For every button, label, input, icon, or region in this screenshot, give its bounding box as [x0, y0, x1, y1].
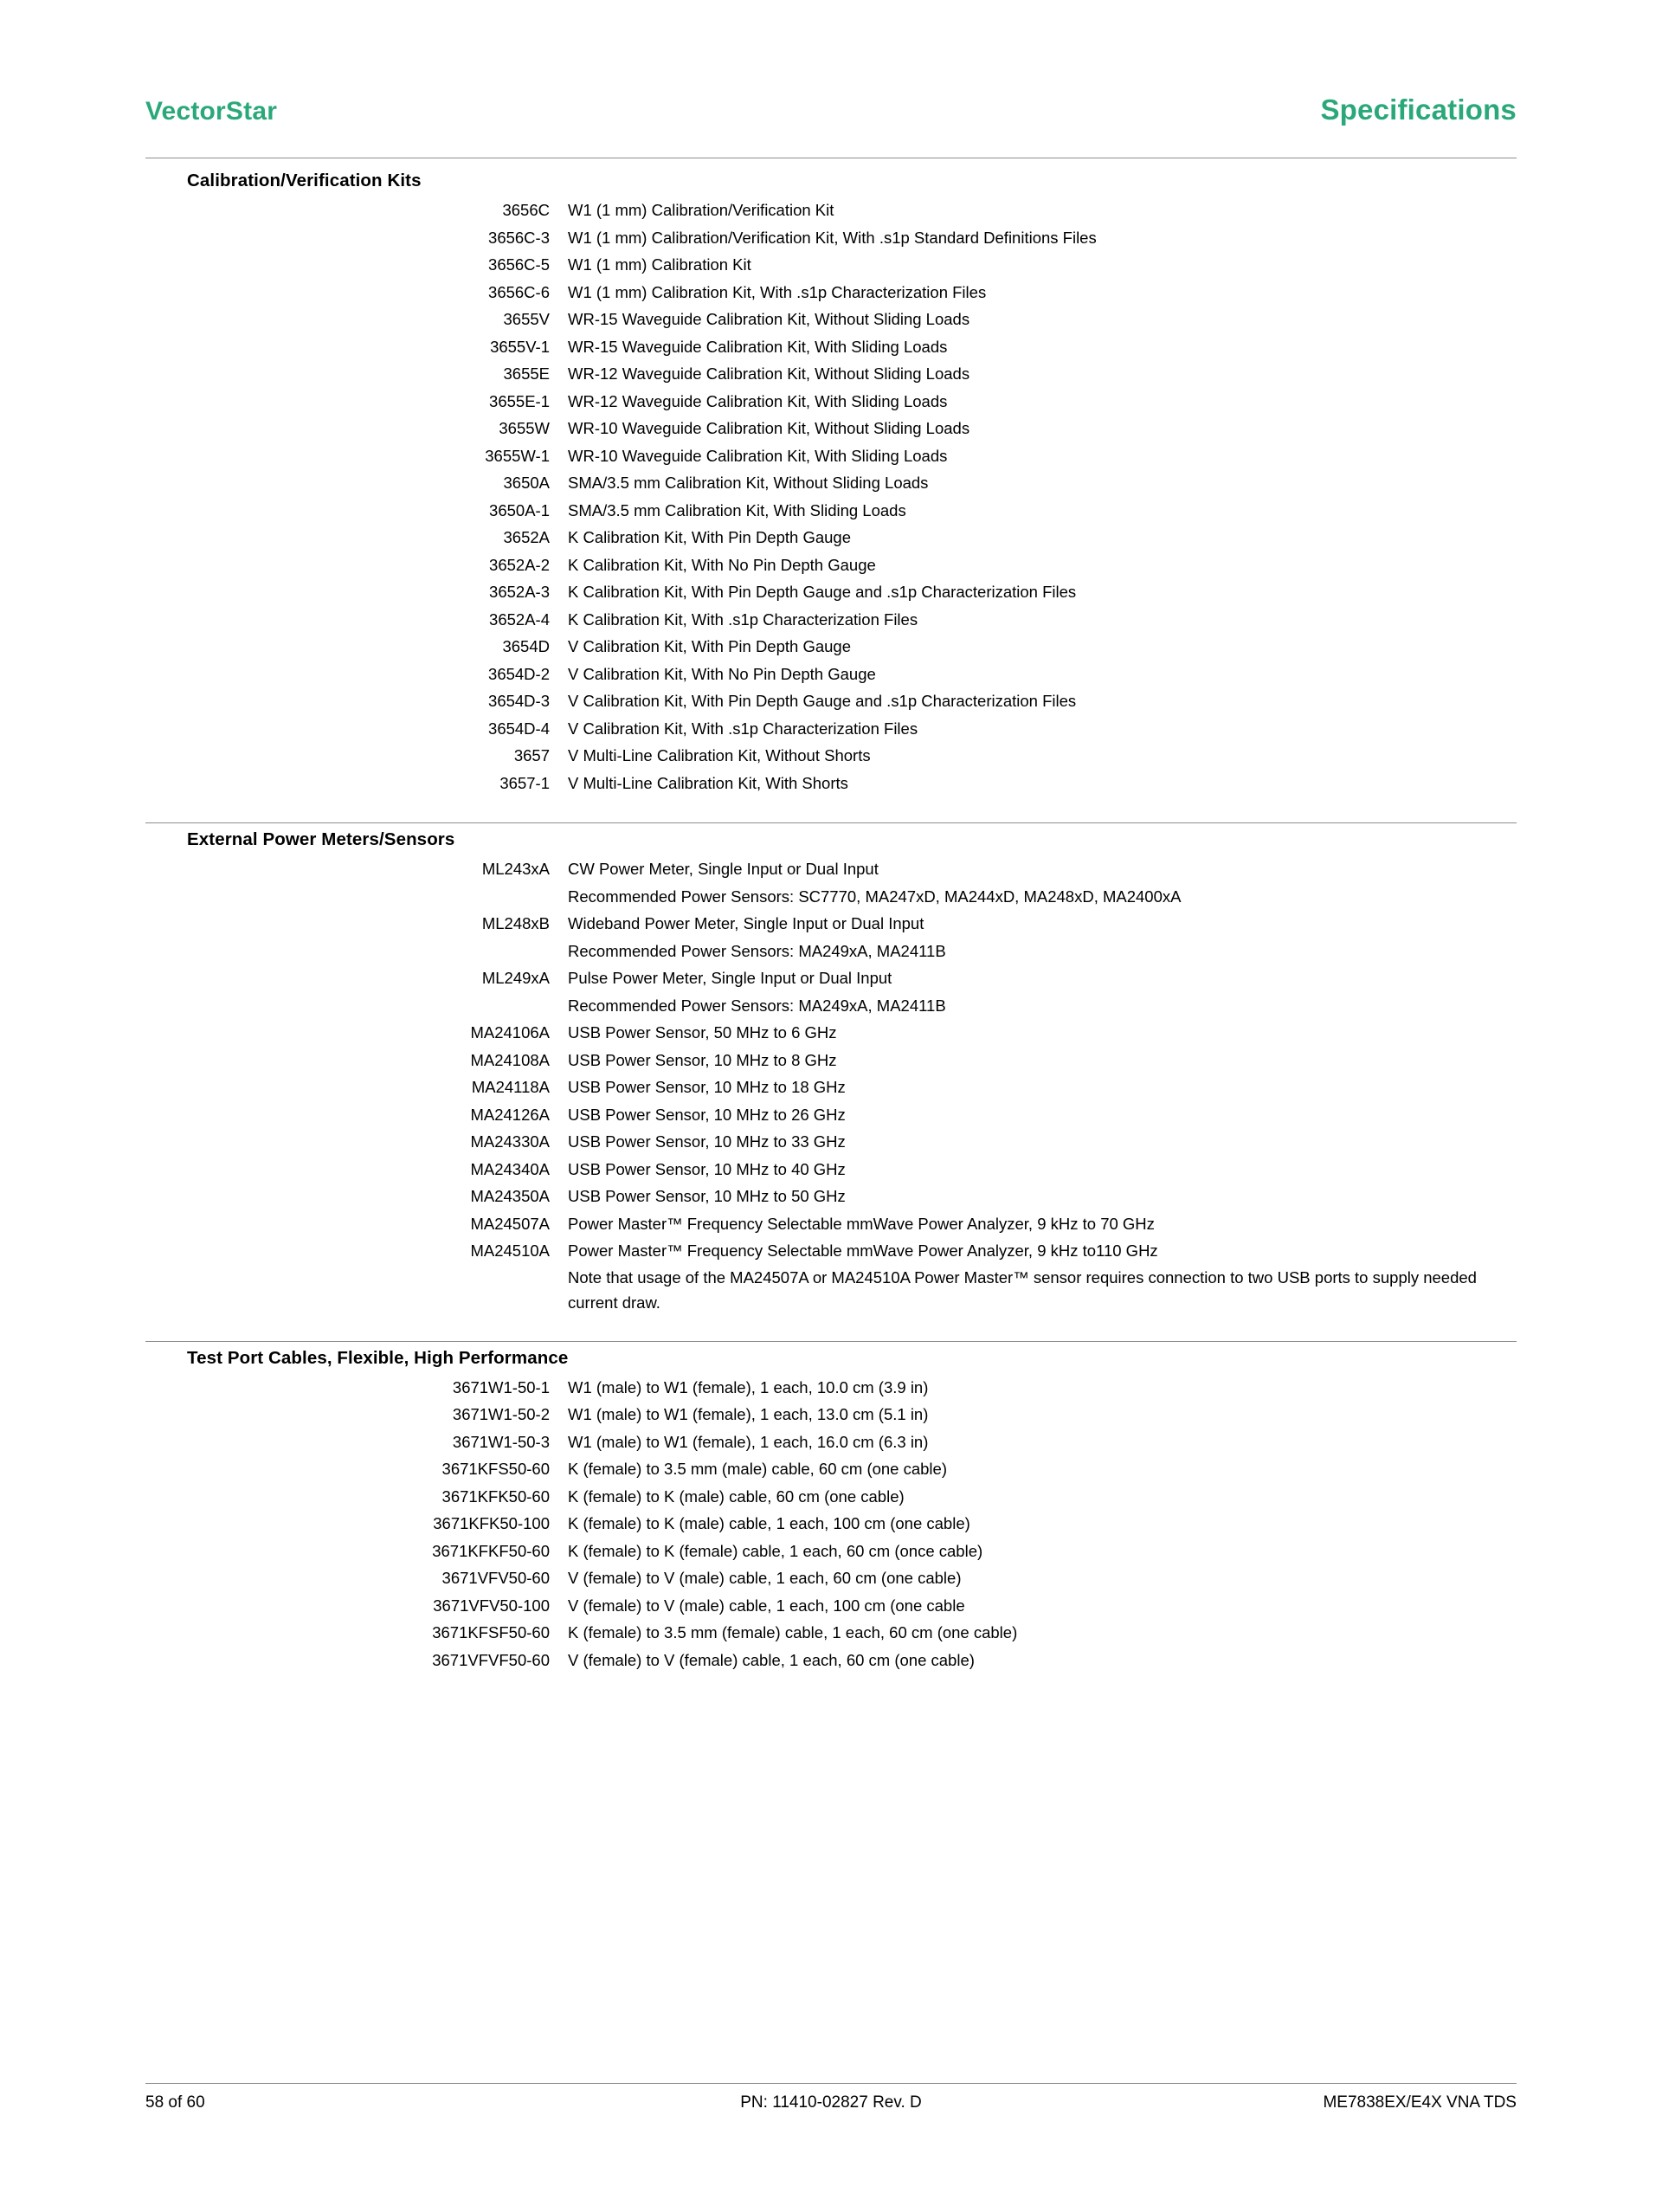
- spec-row: [145, 910, 1517, 938]
- model-number: 3671KFK50-100: [433, 1514, 550, 1532]
- model-number: 3655W: [499, 419, 550, 437]
- model-description: Power Master™ Frequency Selectable mmWave Power Analyzer, 9 kHz to 70 GHz: [568, 1214, 1155, 1233]
- model-number: 3655W-1: [485, 446, 550, 465]
- model-description: USB Power Sensor, 10 MHz to 50 GHz: [568, 1187, 846, 1205]
- model-number: 3671W1-50-2: [452, 1405, 550, 1423]
- spec-row: [145, 279, 1517, 306]
- model-description: K Calibration Kit, With No Pin Depth Gauge: [568, 555, 876, 574]
- model-number: MA24108A: [470, 1050, 550, 1069]
- spec-row: [145, 1128, 1517, 1156]
- model-number: 3650A-1: [489, 500, 550, 519]
- model-description: USB Power Sensor, 10 MHz to 18 GHz: [568, 1078, 846, 1096]
- spec-row: [145, 224, 1517, 252]
- model-description: W1 (1 mm) Calibration Kit: [568, 255, 751, 274]
- model-number: 3652A-2: [489, 555, 550, 574]
- spec-row: [145, 1374, 1517, 1402]
- model-number: 3671VFV50-60: [441, 1569, 550, 1587]
- model-number: 3654D-2: [488, 664, 550, 683]
- model-number: 3655E: [503, 364, 550, 383]
- model-number: 3657: [513, 746, 550, 764]
- model-description: Recommended Power Sensors: MA249xA, MA2411B: [568, 996, 946, 1015]
- spec-row: [145, 1210, 1517, 1238]
- model-description: WR-12 Waveguide Calibration Kit, Without Sliding Loads: [568, 364, 970, 383]
- model-description: Power Master™ Frequency Selectable mmWave Power Analyzer, 9 kHz to110 GHz: [568, 1241, 1158, 1260]
- spec-row: [145, 1647, 1517, 1674]
- model-description: K (female) to K (male) cable, 1 each, 100 cm (one cable): [568, 1514, 970, 1532]
- spec-row: [145, 197, 1517, 224]
- spec-row: [145, 633, 1517, 661]
- spec-row: [145, 964, 1517, 992]
- model-description: V (female) to V (male) cable, 1 each, 60 cm (one cable): [568, 1569, 962, 1587]
- model-description: SMA/3.5 mm Calibration Kit, Without Sliding Loads: [568, 474, 929, 492]
- section-title: Test Port Cables, Flexible, High Performance: [187, 1347, 569, 1368]
- model-description: V Calibration Kit, With .s1p Characterization Files: [568, 719, 918, 738]
- spec-row: [145, 715, 1517, 743]
- spec-row: [145, 524, 1517, 551]
- note-text: Note that usage of the MA24507A or MA24510A Power Master™ sensor requires connection to two USB ports to supply needed current draw.: [568, 1267, 1477, 1312]
- page-header: [145, 94, 1517, 126]
- spec-row: [145, 497, 1517, 525]
- model-number: ML248xB: [481, 914, 550, 932]
- model-number: 3654D: [502, 637, 550, 655]
- model-number: 3650A: [503, 474, 550, 492]
- model-description: V Calibration Kit, With No Pin Depth Gauge: [568, 664, 876, 683]
- spec-row: [145, 360, 1517, 388]
- spacer: [145, 796, 1517, 816]
- model-description: USB Power Sensor, 10 MHz to 40 GHz: [568, 1159, 846, 1178]
- model-number: MA24350A: [470, 1187, 550, 1205]
- model-number: MA24507A: [470, 1214, 550, 1233]
- model-description: V (female) to V (female) cable, 1 each, 60 cm (one cable): [568, 1650, 975, 1669]
- product-name: VectorStar: [145, 97, 278, 126]
- spec-row: [145, 578, 1517, 606]
- model-number: 3656C-5: [488, 255, 550, 274]
- spec-row: [145, 1183, 1517, 1210]
- spacer: [145, 1315, 1517, 1334]
- spec-row: [145, 1592, 1517, 1620]
- model-description: SMA/3.5 mm Calibration Kit, With Sliding Loads: [568, 500, 906, 519]
- spec-row: [145, 770, 1517, 797]
- spec-row: [145, 1428, 1517, 1456]
- spec-row: [145, 333, 1517, 361]
- model-description: W1 (1 mm) Calibration/Verification Kit, With .s1p Standard Definitions Files: [568, 228, 1097, 247]
- model-number: 3652A-3: [489, 583, 550, 601]
- spec-row: [145, 469, 1517, 497]
- spec-row: [145, 551, 1517, 579]
- model-number: MA24510A: [470, 1241, 550, 1260]
- part-number: PN: 11410-02827 Rev. D: [740, 2093, 922, 2112]
- document-id: ME7838EX/E4X VNA TDS: [1323, 2093, 1517, 2112]
- model-description: K Calibration Kit, With Pin Depth Gauge and .s1p Characterization Files: [568, 583, 1077, 601]
- section-test-port-cables: [145, 1334, 1517, 1674]
- model-number: 3654D-4: [488, 719, 550, 738]
- spec-row: [145, 938, 1517, 965]
- model-number: ML249xA: [481, 969, 550, 987]
- spec-row: [145, 1538, 1517, 1565]
- model-number: 3671KFK50-60: [441, 1486, 550, 1506]
- spec-row: [145, 1101, 1517, 1129]
- model-number: 3654D-3: [488, 692, 550, 710]
- model-description: W1 (male) to W1 (female), 1 each, 10.0 cm (3.9 in): [568, 1377, 929, 1396]
- spec-row: [145, 883, 1517, 911]
- spec-row: [145, 1510, 1517, 1538]
- model-description: V Calibration Kit, With Pin Depth Gauge: [568, 637, 851, 655]
- model-description: K (female) to K (male) cable, 60 cm (one cable): [568, 1486, 905, 1506]
- spec-row: [145, 306, 1517, 333]
- model-number: MA24118A: [471, 1078, 550, 1096]
- spec-row: [145, 1156, 1517, 1183]
- model-number: MA24330A: [470, 1132, 550, 1151]
- model-description: USB Power Sensor, 10 MHz to 26 GHz: [568, 1105, 846, 1124]
- model-description: WR-15 Waveguide Calibration Kit, With Sliding Loads: [568, 337, 948, 356]
- model-number: 3655E-1: [489, 391, 550, 410]
- section-external-power-meters-sensors: [145, 816, 1517, 1334]
- model-description: K (female) to K (female) cable, 1 each, 60 cm (once cable): [568, 1541, 983, 1560]
- spec-row: [145, 742, 1517, 770]
- model-number: MA24126A: [470, 1105, 550, 1124]
- model-description: V (female) to V (male) cable, 1 each, 100 cm (one cable: [568, 1596, 965, 1615]
- model-number: 3671KFSF50-60: [432, 1623, 550, 1641]
- spec-row: [145, 1401, 1517, 1428]
- model-number: 3655V: [503, 310, 550, 328]
- spec-list: [145, 1374, 1517, 1674]
- model-number: 3656C-3: [488, 228, 550, 247]
- section-divider: [145, 1341, 1517, 1342]
- spec-row: [145, 1237, 1517, 1265]
- spec-list: [145, 855, 1517, 1315]
- model-description: Recommended Power Sensors: MA249xA, MA2411B: [568, 941, 946, 960]
- spec-row: [145, 992, 1517, 1020]
- spec-row: [145, 1455, 1517, 1483]
- model-description: V Calibration Kit, With Pin Depth Gauge and .s1p Characterization Files: [568, 692, 1077, 710]
- model-number: 3655V-1: [490, 337, 550, 356]
- spec-row: [145, 442, 1517, 470]
- model-description: K Calibration Kit, With .s1p Characterization Files: [568, 609, 918, 629]
- model-description: V Multi-Line Calibration Kit, With Shorts: [568, 773, 848, 792]
- model-number: 3671VFVF50-60: [432, 1650, 550, 1669]
- model-number: MA24340A: [470, 1159, 550, 1178]
- model-description: K Calibration Kit, With Pin Depth Gauge: [568, 528, 851, 546]
- model-number: 3656C-6: [488, 282, 550, 301]
- model-description: CW Power Meter, Single Input or Dual Input: [568, 860, 879, 878]
- chapter-title: Specifications: [1320, 94, 1517, 126]
- model-number: 3657-1: [499, 773, 550, 792]
- spec-row: [145, 251, 1517, 279]
- spec-row: [145, 855, 1517, 883]
- spec-row: [145, 687, 1517, 715]
- spec-row: [145, 1619, 1517, 1647]
- spec-row: [145, 1483, 1517, 1511]
- model-description: W1 (male) to W1 (female), 1 each, 16.0 cm (6.3 in): [568, 1432, 929, 1451]
- spec-row: [145, 661, 1517, 688]
- model-description: Wideband Power Meter, Single Input or Dual Input: [568, 914, 924, 932]
- spec-note-row: [145, 1265, 1517, 1315]
- model-description: WR-12 Waveguide Calibration Kit, With Sliding Loads: [568, 391, 948, 410]
- model-description: K (female) to 3.5 mm (female) cable, 1 each, 60 cm (one cable): [568, 1623, 1018, 1641]
- model-number: ML243xA: [481, 860, 550, 878]
- model-description: Pulse Power Meter, Single Input or Dual Input: [568, 969, 892, 987]
- footer-divider: [145, 2083, 1517, 2084]
- model-description: WR-10 Waveguide Calibration Kit, With Sliding Loads: [568, 446, 948, 465]
- model-description: USB Power Sensor, 10 MHz to 8 GHz: [568, 1050, 837, 1069]
- section-calibration-verification-kits: [145, 158, 1517, 816]
- model-number: 3671W1-50-3: [452, 1432, 550, 1451]
- model-description: USB Power Sensor, 50 MHz to 6 GHz: [568, 1023, 837, 1042]
- document-body: [145, 158, 1517, 1674]
- model-description: USB Power Sensor, 10 MHz to 33 GHz: [568, 1132, 846, 1151]
- model-description: W1 (1 mm) Calibration Kit, With .s1p Characterization Files: [568, 282, 987, 301]
- model-description: K (female) to 3.5 mm (male) cable, 60 cm (one cable): [568, 1460, 947, 1478]
- model-number: 3671KFKF50-60: [432, 1541, 550, 1560]
- model-number: MA24106A: [470, 1023, 550, 1042]
- spec-row: [145, 1564, 1517, 1592]
- spec-row: [145, 1047, 1517, 1074]
- section-divider: [145, 822, 1517, 823]
- page-footer: [145, 2093, 1517, 2112]
- spec-list: [145, 197, 1517, 796]
- spec-row: [145, 1019, 1517, 1047]
- model-number: 3671VFV50-100: [433, 1596, 550, 1615]
- spec-row: [145, 1074, 1517, 1101]
- spec-row: [145, 415, 1517, 442]
- section-title: External Power Meters/Sensors: [187, 829, 455, 849]
- model-description: WR-15 Waveguide Calibration Kit, Without Sliding Loads: [568, 310, 970, 328]
- model-number: 3652A: [503, 528, 550, 546]
- model-description: Recommended Power Sensors: SC7770, MA247xD, MA244xD, MA248xD, MA2400xA: [568, 887, 1182, 906]
- model-number: 3671KFS50-60: [441, 1460, 550, 1478]
- model-number: 3652A-4: [489, 609, 550, 629]
- model-description: WR-10 Waveguide Calibration Kit, Without Sliding Loads: [568, 419, 970, 437]
- section-title: Calibration/Verification Kits: [187, 171, 422, 190]
- model-description: W1 (1 mm) Calibration/Verification Kit: [568, 201, 834, 219]
- spec-row: [145, 606, 1517, 634]
- model-description: W1 (male) to W1 (female), 1 each, 13.0 cm (5.1 in): [568, 1405, 929, 1423]
- model-number: 3671W1-50-1: [452, 1377, 550, 1396]
- model-number: 3656C: [502, 201, 550, 219]
- model-description: V Multi-Line Calibration Kit, Without Shorts: [568, 746, 871, 764]
- page-number: 58 of 60: [145, 2093, 205, 2112]
- spec-row: [145, 388, 1517, 416]
